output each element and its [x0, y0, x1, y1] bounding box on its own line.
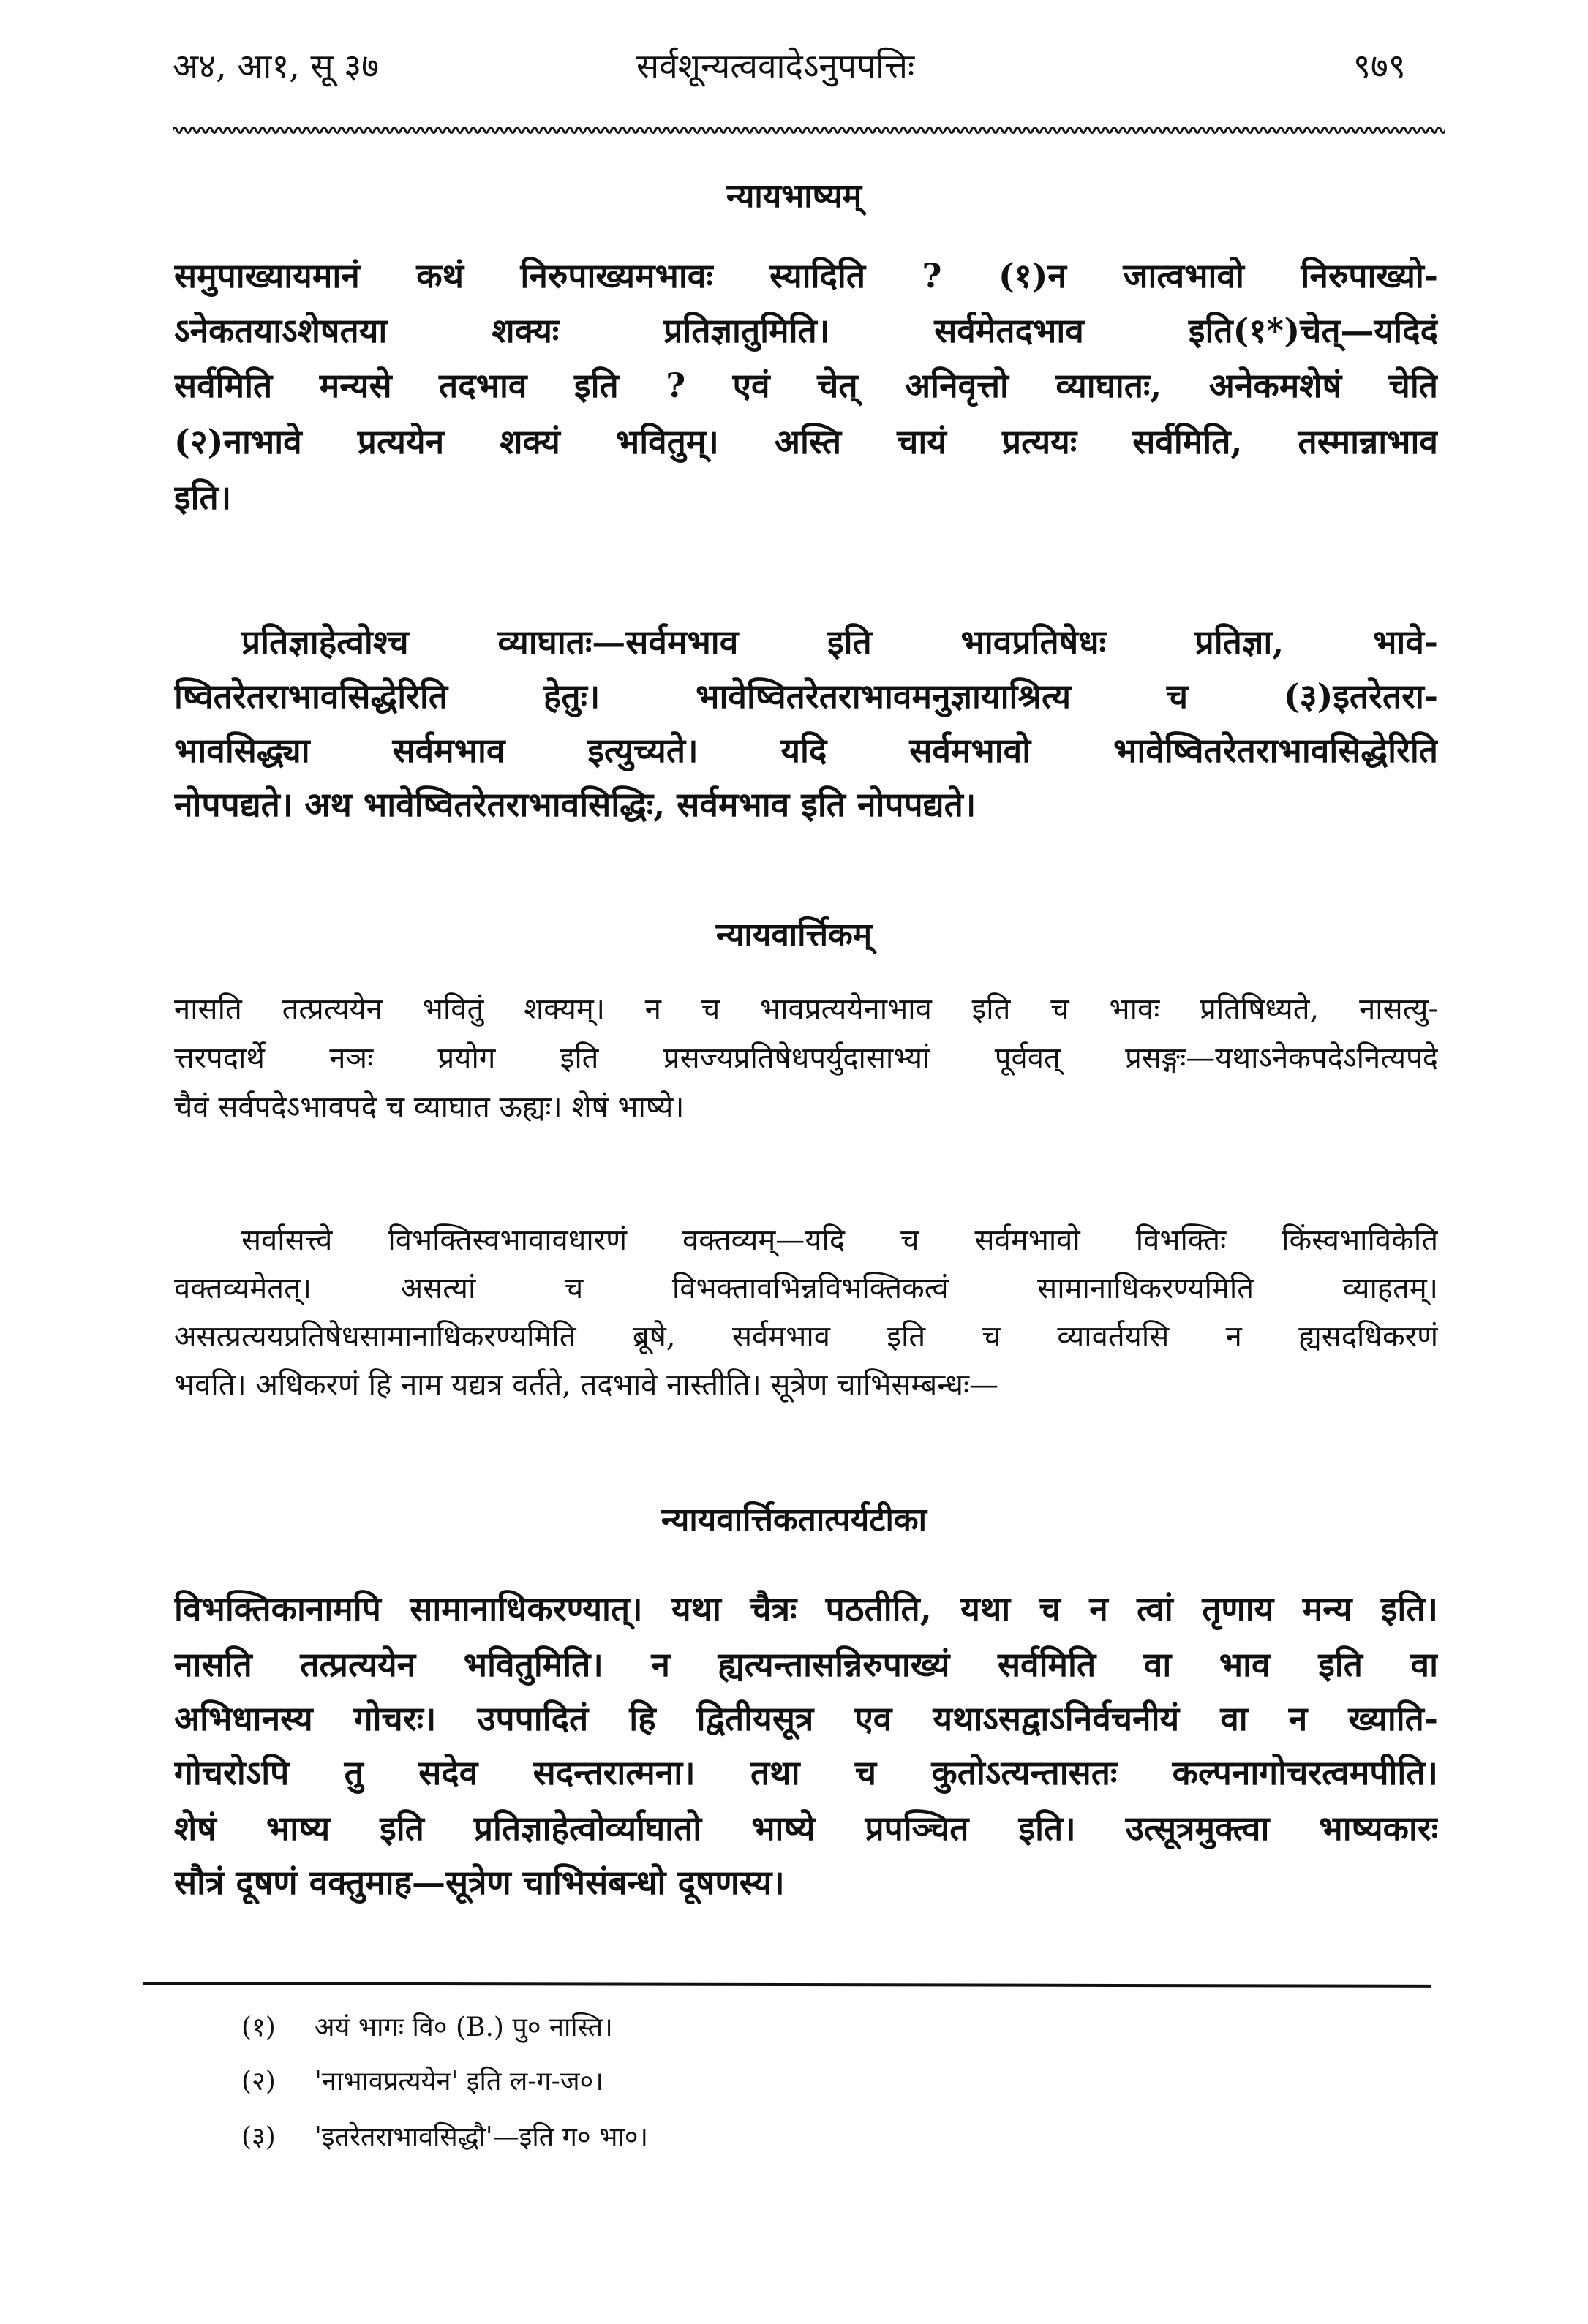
chapter-reference: अ४, आ१, सू ३७: [173, 46, 380, 86]
footnote-number: (३): [241, 2122, 276, 2152]
text-line: नासति तत्प्रत्ययेन भवितुमिति। न ह्यत्यन्तासन्निरुपाख्यं सर्वमिति वा भाव इति वा: [174, 1645, 1438, 1684]
text-line: गोचरोऽपि तु सदेव सदन्तरात्मना। तथा च कुतोऽत्यन्तासतः कल्पनागोचरत्वमपीति।: [174, 1753, 1438, 1792]
footnote-number: (२): [241, 2067, 276, 2097]
text-line: असत्प्रत्ययप्रतिषेधसामानाधिकरण्यमिति ब्रूषे, सर्वमभाव इति च व्यावर्तयसि न ह्यसदधिकरणं: [174, 1320, 1438, 1354]
text-line: भवति। अधिकरणं हि नाम यद्यत्र वर्तते, तदभावे नास्तीति। सूत्रेण चाभिसम्बन्धः—: [174, 1368, 999, 1402]
footnote-text: 'इतरेतराभावसिद्धौ'—इति ग० भा०।: [315, 2122, 649, 2152]
running-title: सर्वशून्यत्ववादेऽनुपपत्तिः: [636, 46, 915, 86]
text-line: विभक्तिकानामपि सामानाधिकरण्यात्। यथा चैत्रः पठतीति, यथा च न त्वां तृणाय मन्य इति।: [174, 1589, 1438, 1629]
text-line: (२)नाभावे प्रत्ययेन शक्यं भवितुम्। अस्ति चायं प्रत्ययः सर्वमिति, तस्मान्नाभाव: [174, 422, 1438, 461]
text-line: अभिधानस्य गोचरः। उपपादितं हि द्वितीयसूत्र एव यथाऽसद्वाऽनिर्वचनीयं वा न ख्याति-: [174, 1699, 1438, 1738]
section-heading-bhashya: न्यायभाष्यम्: [726, 178, 862, 215]
text-line: नोपपद्यते। अथ भावेष्वितरेतराभावसिद्धिः, सर्वमभाव इति नोपपद्यते।: [174, 785, 976, 824]
text-line: चैवं सर्वपदेऽभावपदे च व्याघात ऊह्यः। शेषं भाष्ये।: [174, 1090, 685, 1124]
text-line: प्रतिज्ञाहेत्वोश्च व्याघातः—सर्वमभाव इति भावप्रतिषेधः प्रतिज्ञा, भावे-: [241, 622, 1438, 662]
text-line: सर्वासत्त्वे विभक्तिस्वभावावधारणं वक्तव्यम्—यदि च सर्वमभावो विभक्तिः किंस्वभाविकेति: [241, 1223, 1438, 1257]
text-line: इति।: [174, 478, 232, 517]
text-line: त्तरपदार्थे नञः प्रयोग इति प्रसज्यप्रतिषेधपर्युदासाभ्यां पूर्ववत् प्रसङ्गः—यथाऽनेकपदेऽनित्यपदे: [174, 1041, 1438, 1075]
footnote: [241, 2008, 613, 2044]
text-line: ऽनेकतयाऽशेषतया शक्यः प्रतिज्ञातुमिति। सर्वमेतदभाव इति(१*)चेत्—यदिदं: [174, 311, 1438, 350]
footnote-text: 'नाभावप्रत्ययेन' इति ल-ग-ज०।: [315, 2067, 603, 2097]
text-line: शेषं भाष्य इति प्रतिज्ञाहेत्वोर्व्याघातो भाष्ये प्रपञ्चित इति। उत्सूत्रमुक्त्वा भाष्यकारः: [174, 1808, 1438, 1848]
footnote-text: अयं भागः वि० (B.) पु० नास्ति।: [315, 2012, 613, 2042]
text-line: नासति तत्प्रत्ययेन भवितुं शक्यम्। न च भावप्रत्ययेनाभाव इति च भावः प्रतिषिध्यते, नासत्यु-: [174, 992, 1438, 1026]
text-line: वक्तव्यमेतत्। असत्यां च विभक्तावभिन्नविभक्तिकत्वं सामानाधिकरण्यमिति व्याहतम्।: [174, 1272, 1438, 1305]
text-line: ष्वितरेतराभावसिद्धेरिति हेतुः। भावेष्वितरेतराभावमनुज्ञायाश्रित्य च (३)इतरेतरा-: [174, 676, 1438, 716]
page-number: ९७९: [1353, 46, 1406, 86]
text-line: समुपाख्यायमानं कथं निरुपाख्यमभावः स्यादिति ? (१)न जात्वभावो निरुपाख्यो-: [174, 256, 1438, 295]
section-heading-varttika: न्यायवार्त्तिकम्: [715, 916, 873, 954]
footnote-number: (१): [241, 2012, 276, 2042]
footnote-divider: [143, 1982, 1431, 1988]
footnote: [241, 2118, 648, 2154]
section-heading-tika: न्यायवार्त्तिकतात्पर्यटीका: [661, 1501, 927, 1539]
text-line: भावसिद्ध्या सर्वमभाव इत्युच्यते। यदि सर्वमभावो भावेष्वितरेतराभावसिद्धेरिति: [174, 731, 1438, 770]
text-line: सर्वमिति मन्यसे तदभाव इति ? एवं चेत् अनिवृत्तो व्याघातः, अनेकमशेषं चेति: [174, 366, 1438, 405]
text-line: सौत्रं दूषणं वक्तुमाह—सूत्रेण चाभिसंबन्धो दूषणस्य।: [174, 1863, 785, 1902]
wavy-divider: [173, 123, 1445, 137]
footnote: [241, 2062, 603, 2098]
